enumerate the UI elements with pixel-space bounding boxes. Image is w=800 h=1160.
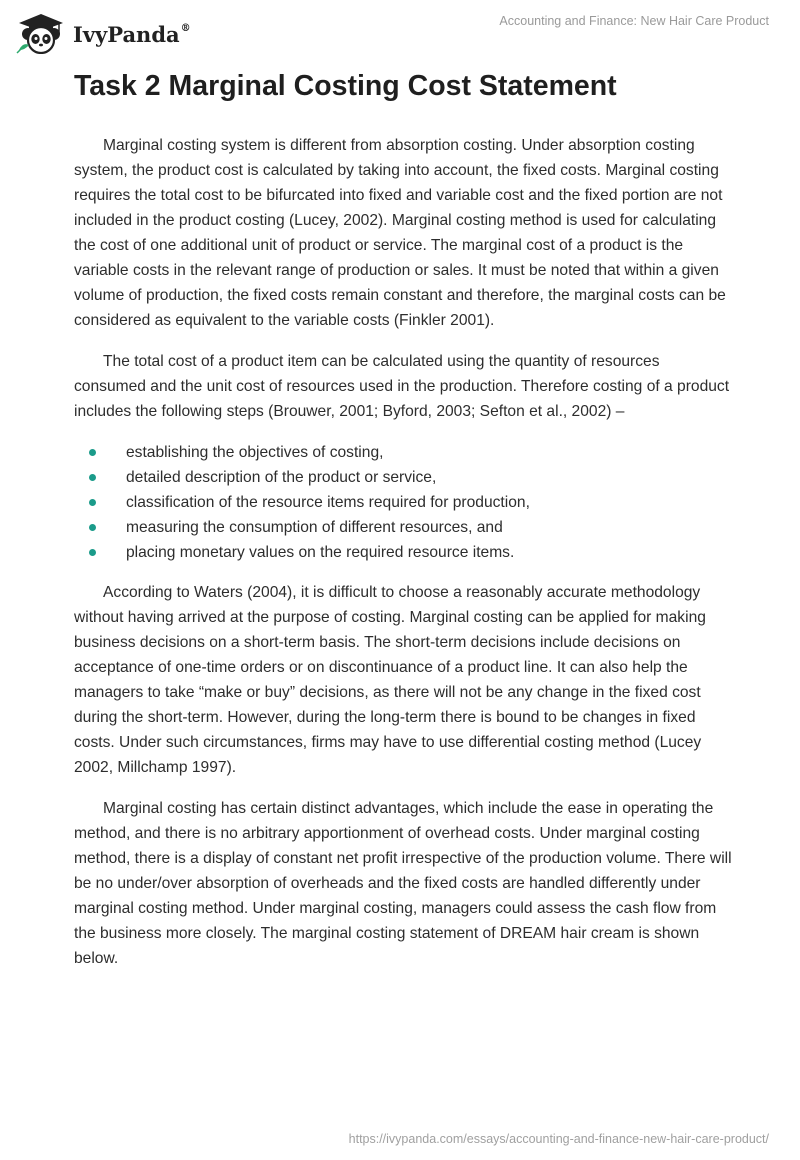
- paragraph-4: Marginal costing has certain distinct advantages, which include the ease in operating the method, and there is no arbitrary apportionment of overhead costs. Under marginal costing method, there is a display of constant net profit irrespective of the production volume. There will be no under/over absorption of overheads and the fixed costs are handled differently under marginal costing method. Under marginal costing, managers could assess the cash flow from the business more closely. The marginal costing statement of DREAM hair cream is shown below.: [74, 800, 732, 967]
- logo-wordmark: [73, 22, 191, 47]
- paragraph-1: Marginal costing system is different from absorption costing. Under absorption costing system, the product cost is calculated by taking into account, the fixed costs. Marginal costing requires the total cost to be bifurcated into fixed and variable cost and the fixed portion are not included in the product costing (Lucey, 2002). Marginal costing method is used for calculating the cost of one additional unit of product or service. The marginal cost of a product is the variable costs in the relevant range of production or sales. It must be noted that within a given volume of production, the fixed costs remain constant and therefore, the marginal costs can be considered as equivalent to the variable costs (Finkler 2001).: [74, 137, 726, 329]
- bullet-icon: [89, 524, 96, 531]
- site-logo[interactable]: [15, 10, 191, 56]
- bullet-icon: [89, 549, 96, 556]
- list-item: [74, 440, 734, 465]
- document-title: Accounting and Finance: New Hair Care Product: [499, 14, 769, 28]
- paragraph-2: The total cost of a product item can be calculated using the quantity of resources consumed and the unit cost of resources used in the production. Therefore costing of a product includes the following steps (Brouwer, 2001; Byford, 2003; Sefton et al., 2002) –: [74, 353, 730, 420]
- registered-mark: ®: [180, 22, 191, 34]
- costing-steps-list: [74, 440, 734, 565]
- bullet-icon: [89, 499, 96, 506]
- logo-text: IvyPanda: [73, 21, 180, 47]
- list-item-text: detailed description of the product or service,: [126, 469, 437, 486]
- list-item-text: placing monetary values on the required resource items.: [126, 544, 515, 561]
- bullet-icon: [89, 449, 96, 456]
- bullet-icon: [89, 474, 96, 481]
- list-item: [74, 465, 734, 490]
- list-item-text: measuring the consumption of different resources, and: [126, 519, 503, 536]
- section-heading: Task 2 Marginal Costing Cost Statement: [74, 70, 617, 102]
- list-item-text: classification of the resource items required for production,: [126, 494, 530, 511]
- paragraph-3: According to Waters (2004), it is difficult to choose a reasonably accurate methodology without having arrived at the purpose of costing. Marginal costing can be applied for making business decisions on a short-term basis. The short-term decisions include decisions on acceptance of one-time orders or on discontinuance of a product line. It can also help the managers to take “make or buy” decisions, as there will not be any change in the fixed cost during the short-term. However, during the long-term there is bound to be changes in fixed costs. Under such circumstances, firms may have to use differential costing method (Lucey 2002, Millchamp 1997).: [74, 584, 706, 776]
- list-item: [74, 540, 734, 565]
- list-item: [74, 515, 734, 540]
- panda-graduate-icon: [15, 12, 67, 54]
- article-body: [74, 133, 734, 987]
- source-url-link[interactable]: https://ivypanda.com/essays/accounting-and-finance-new-hair-care-product/: [348, 1132, 769, 1146]
- list-item-text: establishing the objectives of costing,: [126, 444, 384, 461]
- list-item: [74, 490, 734, 515]
